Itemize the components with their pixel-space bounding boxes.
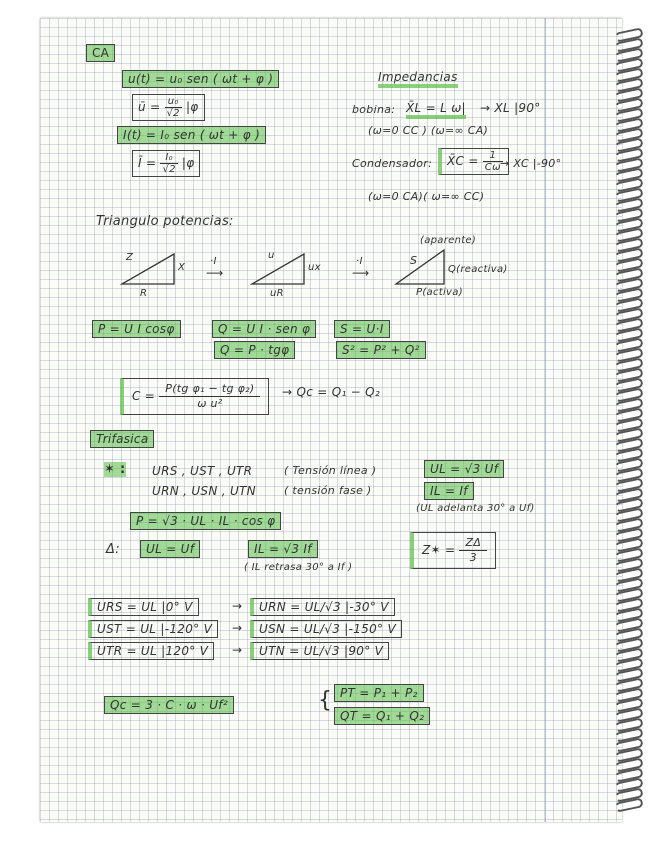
qc-three-phase: Qc = 3 · C · ω · Uf² [104, 696, 234, 714]
i-t-equation: I(t) = I₀ sen ( ωt + φ ) [117, 126, 266, 144]
trifasica-title: Trifasica [90, 430, 154, 448]
condensador-result: → XC |-90° [500, 157, 562, 170]
tri2-base: uR [270, 288, 284, 299]
arrow2-label: ·I [356, 256, 363, 267]
phasor-row-1-lhs: URS = UL |0° V [88, 598, 199, 616]
qt-equation: QT = Q₁ + Q₂ [334, 707, 430, 725]
capacitor-equation [120, 378, 269, 415]
star-note: (UL adelanta 30° a Uf) [416, 503, 535, 514]
arrow2-icon: ⟶ [352, 266, 370, 280]
star-ul: UL = √3 Uf [424, 460, 504, 478]
u-phasor-lhs: ū = [138, 100, 161, 114]
delta-symbol: Δ: [106, 542, 120, 557]
spiral-binding [615, 30, 645, 810]
delta-ul: UL = Uf [140, 540, 200, 558]
tri2-hyp: u [268, 250, 275, 261]
tri3-top: (aparente) [420, 235, 477, 246]
qc-equation: → Qc = Q₁ − Q₂ [282, 385, 380, 399]
bobina-label: bobina: [352, 103, 396, 116]
tri1-hyp: Z [126, 252, 134, 263]
delta-z-lhs: Z✶ = [422, 543, 456, 557]
delta-note: ( IL retrasa 30° a If ) [244, 562, 353, 573]
c-lhs: C = [132, 389, 156, 403]
phasor-row-2-arrow: → [232, 621, 243, 635]
section-ca-label: CA [86, 44, 115, 62]
condensador-note: (ω=0 CA)( ω=∞ CC) [368, 190, 485, 203]
star-power: P = √3 · UL · IL · cos φ [130, 512, 281, 530]
c-fraction [159, 382, 260, 411]
delta-z-num: ZΔ [459, 536, 487, 551]
u-phasor-den: √2 [166, 108, 180, 119]
cond-num: 1 [483, 150, 503, 162]
condensador-equation [438, 148, 509, 175]
cond-den: Cω [484, 162, 501, 173]
delta-z-fraction [459, 536, 487, 565]
star-line1-note: ( Tensión línea ) [284, 464, 377, 477]
i-phasor-num: I₀ [160, 152, 177, 164]
i-phasor-fraction [160, 152, 177, 175]
arrow1-icon: ⟶ [206, 266, 224, 280]
voltage-triangle [248, 252, 308, 288]
i-phasor [132, 150, 200, 177]
u-t-equation: u(t) = u₀ sen ( ωt + φ ) [122, 70, 279, 88]
tri3-hyp: S [410, 254, 418, 267]
star-symbol: ✶ : [104, 462, 126, 477]
s-equation: S = U·I [334, 320, 390, 338]
phasor-row-3-arrow: → [232, 643, 243, 657]
s2-equation: S² = P² + Q² [336, 341, 426, 359]
u-phasor-fraction [165, 96, 182, 119]
i-phasor-den: √2 [162, 164, 176, 175]
star-line2-note: ( tensión fase ) [284, 484, 372, 497]
star-line1: URS , UST , UTR [152, 464, 253, 478]
q-equation: Q = U I · sen φ [212, 320, 316, 338]
delta-il: IL = √3 If [248, 540, 318, 558]
condensador-label: Condensador: [352, 157, 433, 170]
tri1-base: R [140, 288, 148, 299]
phasor-row-1-arrow: → [232, 599, 243, 613]
q2-equation: Q = P · tgφ [214, 341, 295, 359]
phasor-row-3-rhs: UTN = UL/√3 |90° V [250, 642, 389, 660]
brace-icon: { [318, 688, 333, 713]
p-equation: P = U I cosφ [92, 320, 181, 338]
i-phasor-lhs: Ī = [138, 156, 157, 170]
star-il: IL = If [424, 482, 474, 500]
i-phasor-angle: |φ [181, 156, 195, 170]
cond-lhs: X̄C = [447, 154, 479, 168]
c-den: ω u² [197, 397, 223, 410]
star-line2: URN , USN , UTN [152, 484, 256, 498]
impedancias-title: Impedancias [378, 70, 458, 88]
phasor-row-2-lhs: UST = UL |-120° V [88, 620, 218, 638]
u-phasor-angle: |φ [185, 100, 199, 114]
bobina-equation: X̄L = L ω| [406, 101, 466, 119]
phasor-row-3-lhs: UTR = UL |120° V [88, 642, 214, 660]
tri3-vert: Q(reactiva) [448, 264, 508, 275]
phasor-row-1-rhs: URN = UL/√3 |-30° V [250, 598, 395, 616]
phasor-row-2-rhs: USN = UL/√3 |-150° V [250, 620, 402, 638]
margin-line [545, 18, 546, 822]
u-phasor-num: u₀ [165, 96, 182, 108]
arrow1-label: ·I [210, 256, 217, 267]
bobina-note: (ω=0 CC ) (ω=∞ CA) [368, 124, 489, 137]
tri2-vert: ux [308, 262, 321, 273]
pt-equation: PT = P₁ + P₂ [334, 684, 424, 702]
tri1-vert: X [178, 262, 186, 273]
bobina-result: → XL |90° [480, 101, 541, 115]
c-num: P(tg φ₁ − tg φ₂) [159, 382, 260, 397]
tri3-base: P(activa) [416, 287, 463, 298]
triangulo-title: Triangulo potencias: [96, 214, 234, 229]
delta-z-den: 3 [469, 551, 477, 564]
delta-impedance [410, 532, 496, 569]
power-triangle [392, 248, 448, 288]
u-phasor [132, 94, 205, 121]
